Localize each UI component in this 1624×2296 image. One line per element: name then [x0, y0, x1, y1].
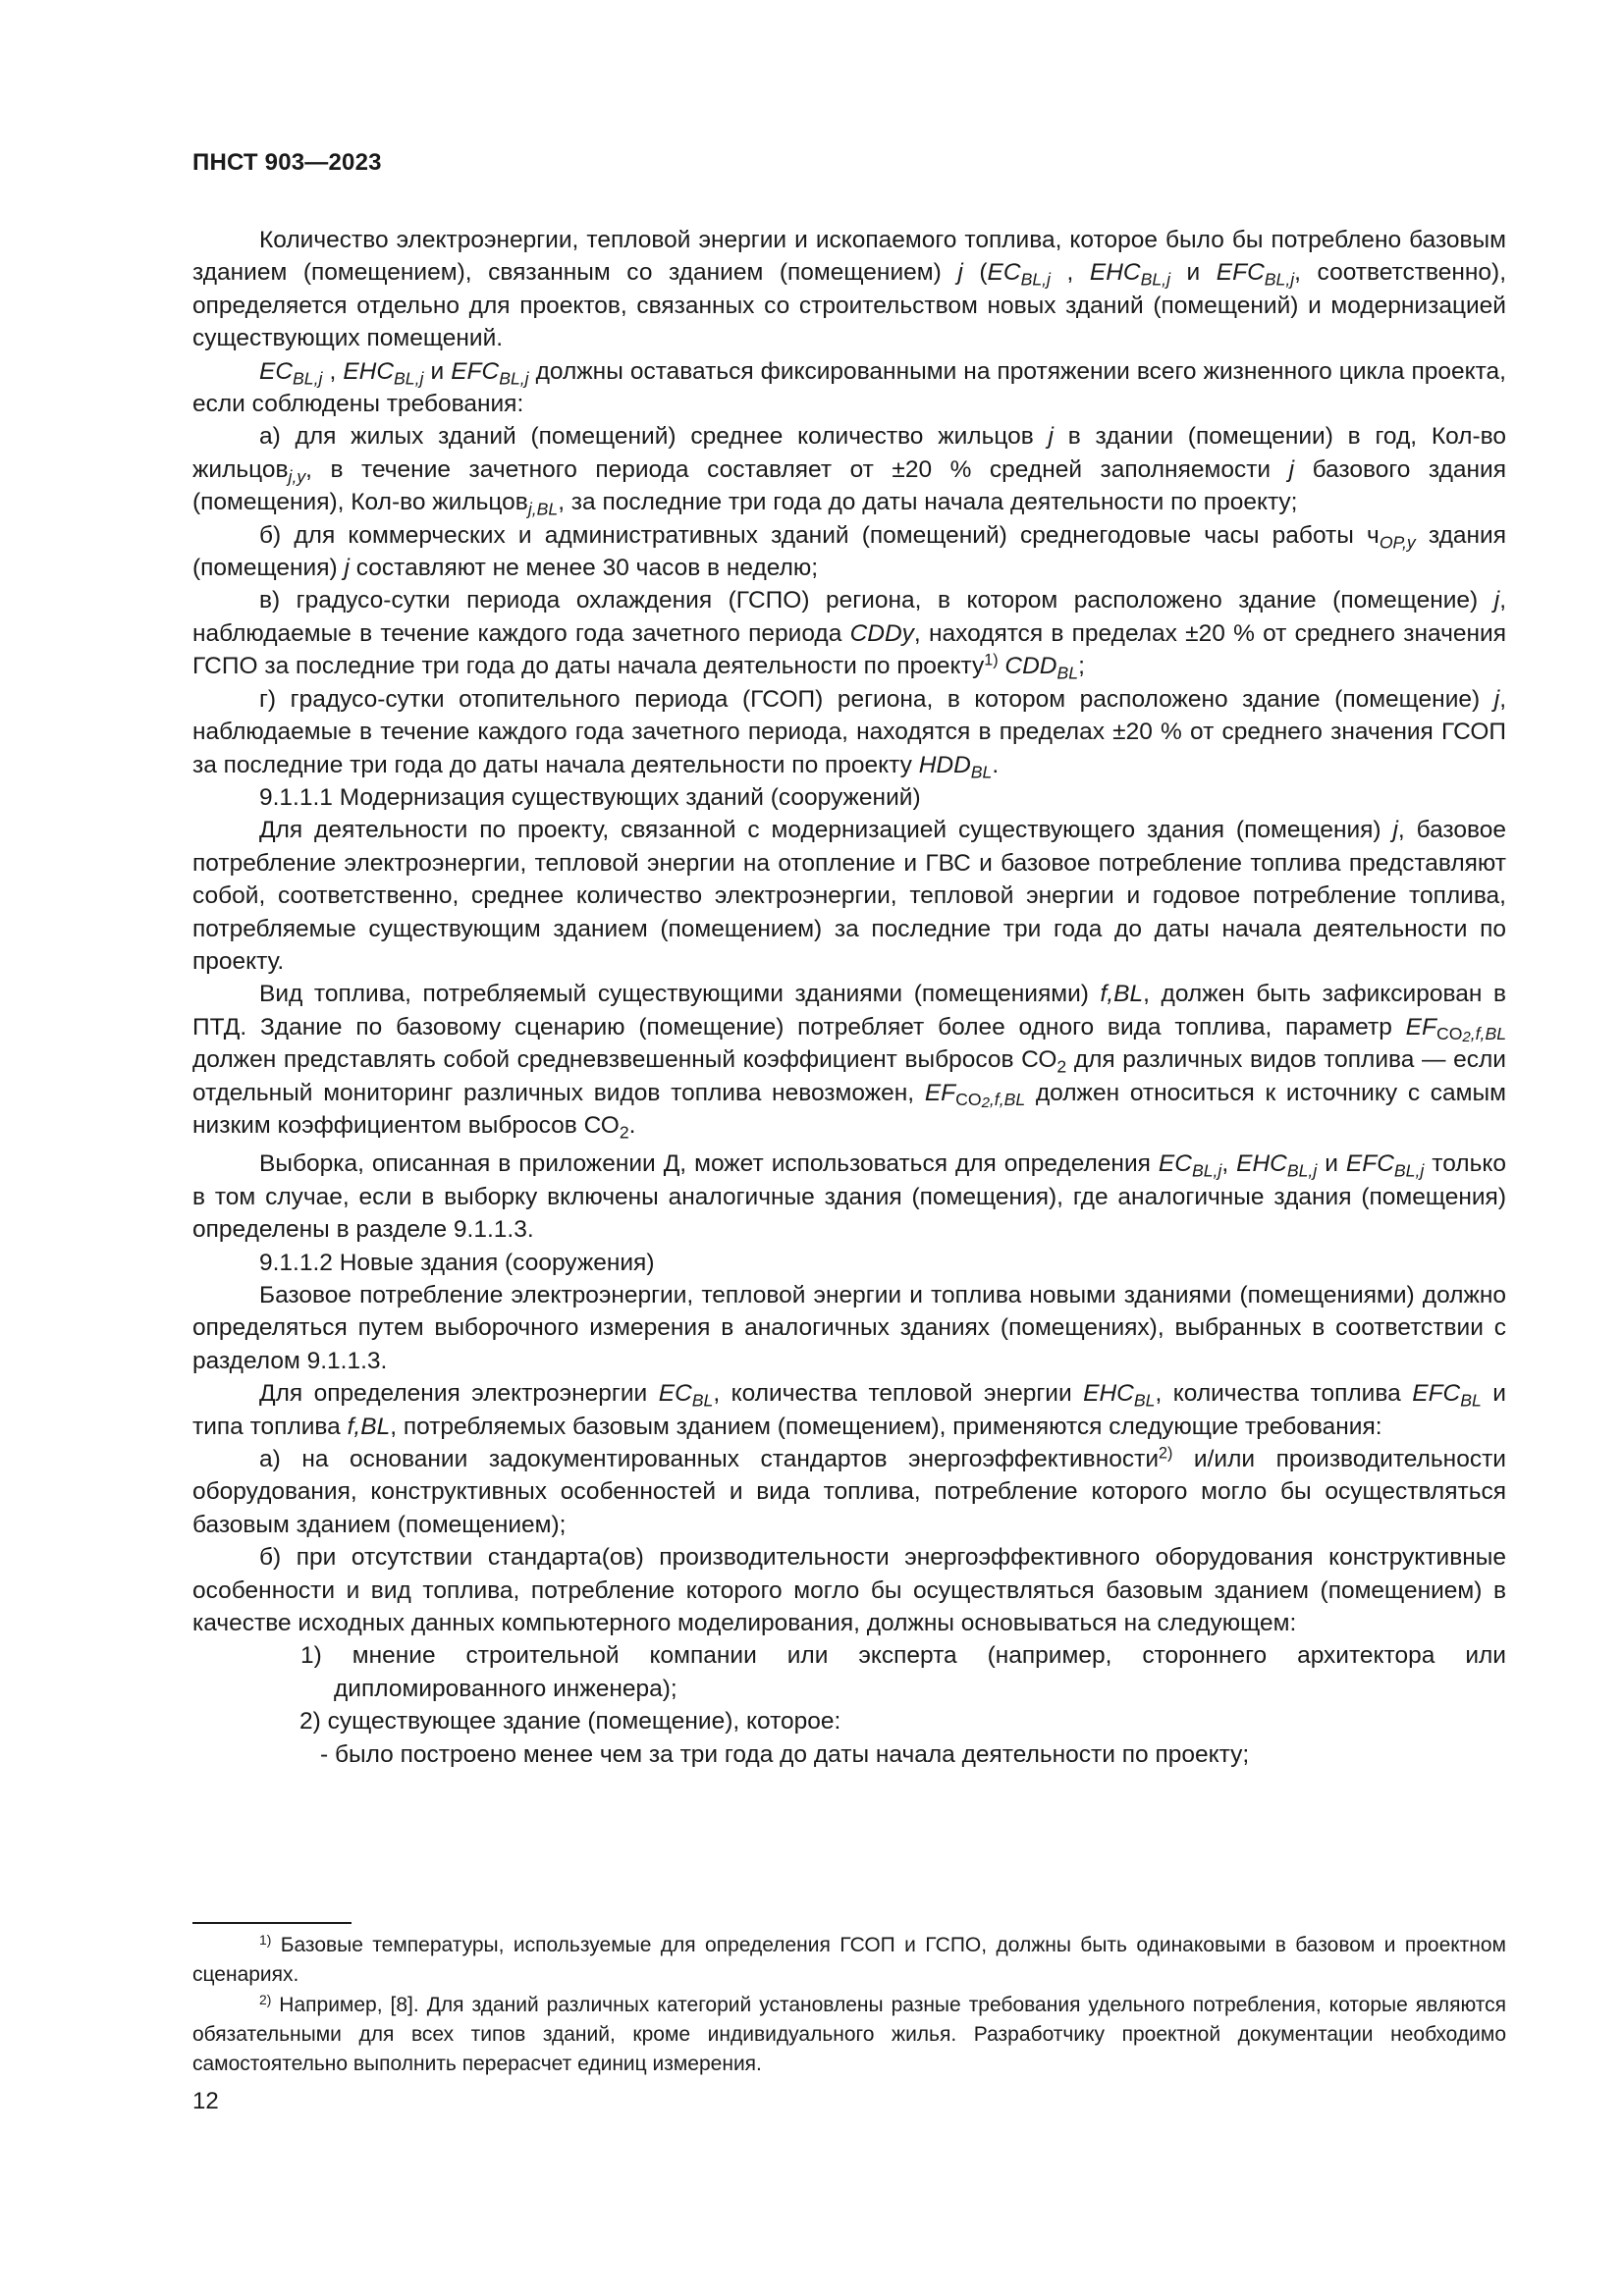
list-item: 1) мнение строительной компании или эксперта (например, стороннего архитектора или дипломированного инженера);	[300, 1642, 1506, 1702]
footnote-ref: 2)	[1159, 1444, 1173, 1463]
paragraph: Для деятельности по проекту, связанной с модернизацией существующего здания (помещения) j, базовое потребление электроэнергии, тепловой энергии на отопление и ГВС и базовое потребление топлива представляют собой, соответственно, среднее количество электроэнергии, тепловой энергии и годовое потребление топлива, потребляемые существующим зданием (помещением) за последние три года до даты начала деятельности по проекту.	[192, 817, 1506, 975]
section-heading: 9.1.1.1 Модернизация существующих зданий (сооружений)	[259, 783, 921, 811]
list-item: - было построено менее чем за три года до даты начала деятельности по проекту;	[320, 1740, 1250, 1768]
paragraph: Вид топлива, потребляемый существующими зданиями (помещениями) f,BL, должен быть зафиксирован в ПТД. Здание по базовому сценарию (помещение) потребляет более одного вида топлива, параметр $EF_{CO_2,f,BL}$ должен представлять собой средневзвешенный коэффициент выбросов $СО_2$ для различных видов топлива — если отдельный мониторинг различных видов топлива невозможен, $EF_{CO_2,f,BL}$ должен относиться к источнику с самым низким коэффициентом выбросов $СО_2$.	[192, 981, 1506, 1143]
list-item: а) на основании задокументированных стандартов энергоэффективности$^{2)}$ и/или производительности оборудования, конструктивных особенностей и вида топлива, потребление которого могло бы осуществляться базовым зданием (помещением);	[192, 1444, 1506, 1538]
list-item: г) градусо-сутки отопительного периода (ГСОП) региона, в котором расположено здание (помещение) j, наблюдаемые в течение каждого года зачетного периода, находятся в пределах ±20 % от среднего значения ГСОП за последние три года до даты начала деятельности по проекту $HDD_{BL}$.	[192, 685, 1506, 782]
footnote-ref: 1)	[984, 651, 999, 669]
list-item: в) градусо-сутки периода охлаждения (ГСПО) региона, в котором расположено здание (помещение) j, наблюдаемые в течение каждого года зачетного периода CDDy, находятся в пределах ±20 % от среднего значения ГСПО за последние три года до даты начала деятельности по проекту$^{1)}$ $CDD_{BL}$;	[192, 587, 1507, 683]
list-item: б) при отсутствии стандарта(ов) производительности энергоэффективного оборудования конструктивные особенности и вид топлива, потребление которого могло бы осуществляться базовым зданием (помещением) в качестве исходных данных компьютерного моделирования, должны основываться на следующем:	[192, 1544, 1506, 1637]
document-header: ПНСТ 903—2023	[192, 149, 382, 176]
document-body	[192, 224, 1506, 1771]
footnotes	[192, 1931, 1506, 2080]
paragraph: Количество электроэнергии, тепловой энергии и ископаемого топлива, которое было бы потреблено базовым зданием (помещением), связанным со зданием (помещением) j ($EC_{BL,j}$ , $EHC_{BL,j}$ и $EFC_{BL,j}$, соответственно), определяется отдельно для проектов, связанных со строительством новых зданий (помещений) и модернизацией существующих помещений.	[192, 227, 1506, 352]
list-item: 2) существующее здание (помещение), которое:	[299, 1708, 841, 1735]
page-number: 12	[192, 2088, 219, 2114]
paragraph: Базовое потребление электроэнергии, тепловой энергии и топлива новыми зданиями (помещениями) должно определяться путем выборочного измерения в аналогичных зданиях (помещениях), выбранных в соответствии с разделом 9.1.1.3.	[192, 1282, 1506, 1374]
paragraph: Для определения электроэнергии $EC_{BL}$, количества тепловой энергии $EHC_{BL}$, количества топлива $EFC_{BL}$ и типа топлива f,BL, потребляемых базовым зданием (помещением), применяются следующие требования:	[192, 1380, 1506, 1440]
footnote: $^{2)}$ Например, [8]. Для зданий различных категорий установлены разные требования удельного потребления, которые являются обязательными для всех типов зданий, кроме индивидуального жилья. Разработчику проектной документации необходимо самостоятельно выполнить перерасчет единиц измерения.	[192, 1991, 1506, 2075]
paragraph: $EC_{BL,j}$ , $EHC_{BL,j}$ и $EFC_{BL,j}$ должны оставаться фиксированными на протяжении всего жизненного цикла проекта, если соблюдены требования:	[192, 357, 1506, 418]
list-item: б) для коммерческих и административных зданий (помещений) среднегодовые часы работы $ч_{OP,y}$ здания (помещения) j составляют не менее 30 часов в неделю;	[192, 521, 1506, 582]
section-heading: 9.1.1.2 Новые здания (сооружения)	[259, 1249, 655, 1276]
list-item: а) для жилых зданий (помещений) среднее количество жильцов j в здании (помещении) в год, Кол-во жильцов$_{j,y}$, в течение зачетного периода составляет от ±20 % средней заполняемости j базового здания (помещения), Кол-во жильцов$_{j,BL}$, за последние три года до даты начала деятельности по проекту;	[192, 423, 1506, 519]
footnote: $^{1)}$ Базовые температуры, используемые для определения ГСОП и ГСПО, должны быть одинаковыми в базовом и проектном сценариях.	[192, 1931, 1506, 1986]
paragraph: Выборка, описанная в приложении Д, может использоваться для определения $EC_{BL,j}$, $EHC_{BL,j}$ и $EFC_{BL,j}$ только в том случае, если в выборку включены аналогичные здания (помещения), где аналогичные здания (помещения) определены в разделе 9.1.1.3.	[192, 1150, 1506, 1244]
footnote-divider	[192, 1922, 352, 1924]
